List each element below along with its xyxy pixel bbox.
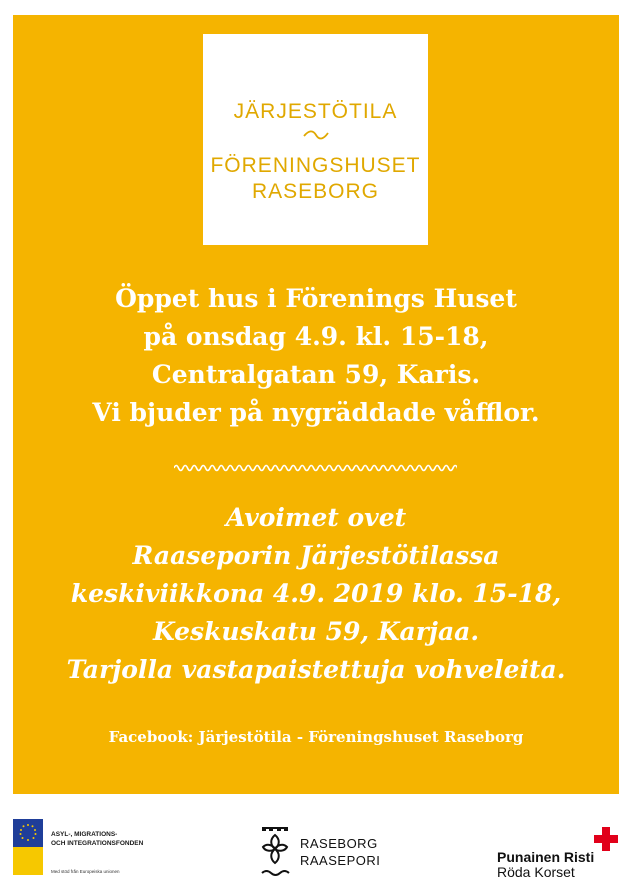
swedish-announcement — [13, 280, 619, 432]
eu-fund-flag-icon — [13, 819, 43, 875]
eu-support-note: Med stöd från Europeiska unionen — [51, 869, 120, 874]
facebook-line: Facebook: Järjestötila - Föreningshuset Raseborg — [108, 728, 524, 746]
wave-divider — [174, 462, 457, 474]
logo-line-1: JÄRJESTÖTILA — [233, 100, 398, 123]
raseborg-coat-of-arms-icon — [258, 825, 292, 879]
finnish-line: Avoimet ovet — [225, 503, 407, 532]
city-name-swedish: RASEBORG — [300, 836, 378, 851]
eu-fund-name — [51, 830, 143, 848]
finnish-line: keskiviikkona 4.9. 2019 klo. 15-18, — [70, 579, 562, 608]
poster — [13, 15, 619, 794]
sponsor-footer — [0, 795, 634, 894]
eu-fund-line-2: OCH INTEGRATIONSFONDEN — [51, 840, 144, 847]
swedish-line: Centralgatan 59, Karis. — [151, 360, 481, 389]
logo-line-3: RASEBORG — [251, 180, 380, 203]
finnish-line: Tarjolla vastapaistettuja vohveleita. — [66, 655, 566, 684]
swedish-line: Öppet hus i Förenings Huset — [115, 284, 517, 313]
city-name — [300, 835, 380, 869]
finnish-announcement — [13, 499, 619, 689]
logo-tilde-icon — [303, 130, 329, 140]
city-name-finnish: RAASEPORI — [300, 853, 381, 868]
red-cross-swedish: Röda Korset — [497, 864, 575, 880]
eu-fund-line-1: ASYL-, MIGRATIONS- — [51, 831, 118, 838]
swedish-line: på onsdag 4.9. kl. 15-18, — [143, 322, 489, 351]
finnish-line: Raaseporin Järjestötilassa — [132, 541, 500, 570]
swedish-line: Vi bjuder på nygräddade våfflor. — [92, 398, 540, 427]
red-cross-icon — [594, 827, 618, 851]
association-logo — [203, 34, 428, 245]
red-cross-finnish: Punainen Risti — [497, 849, 595, 865]
logo-line-2: FÖRENINGSHUSET — [210, 154, 421, 177]
finnish-line: Keskuskatu 59, Karjaa. — [152, 617, 480, 646]
